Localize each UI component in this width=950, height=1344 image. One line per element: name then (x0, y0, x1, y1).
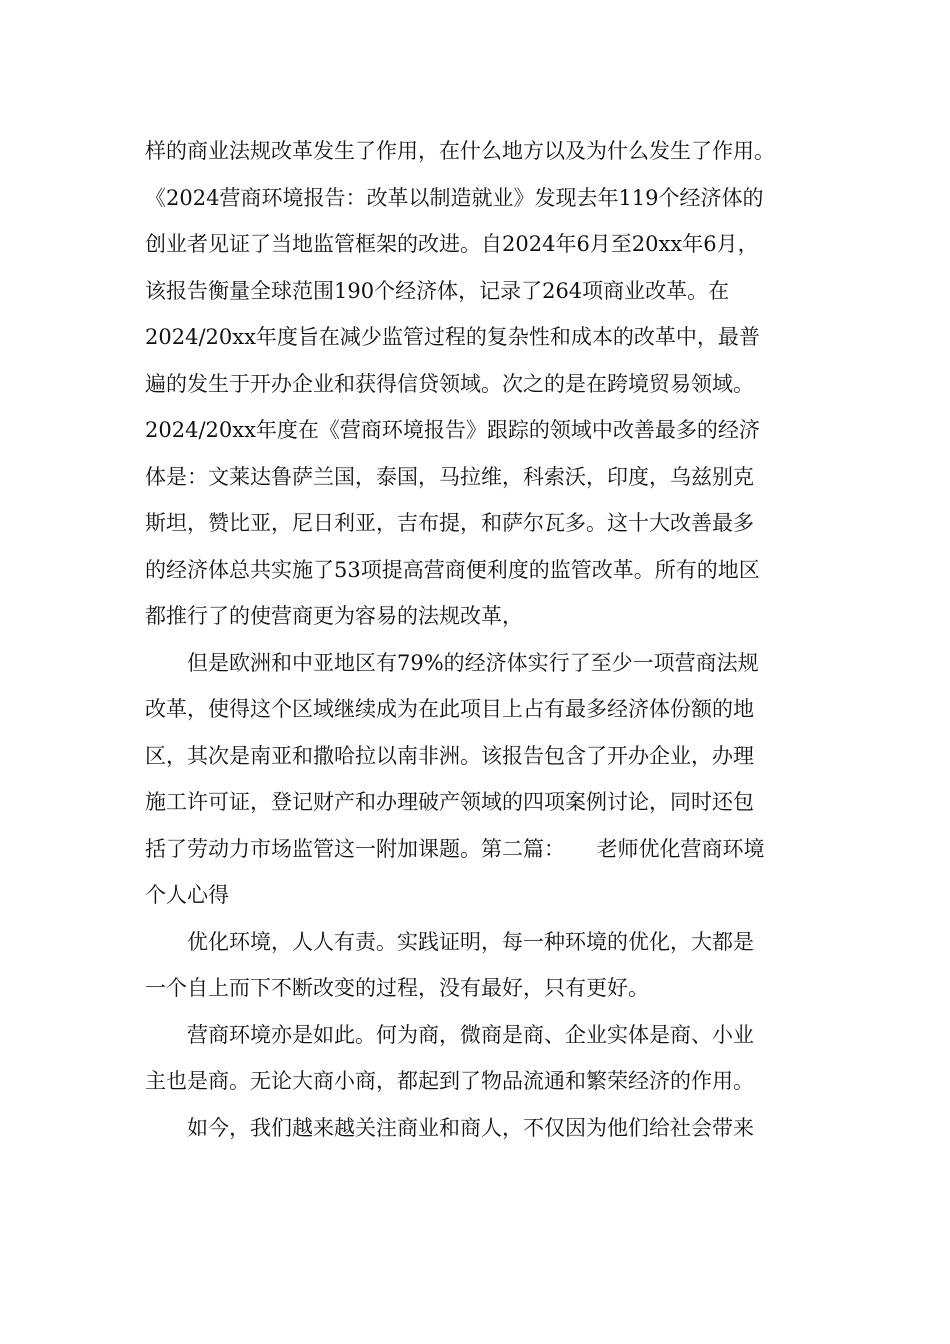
text-line: 《2024营商环境报告：改革以制造就业》发现去年119个经济体的 (145, 185, 764, 210)
text-line: 遍的发生于开办企业和获得信贷领域。次之的是在跨境贸易领域。 (145, 371, 754, 396)
text-line: 但是欧洲和中亚地区有79%的经济体实行了至少一项营商法规 (145, 650, 759, 675)
text-line: 的经济体总共实施了53项提高营商便利度的监管改革。所有的地区 (145, 557, 760, 582)
text-line: 区，其次是南亚和撒哈拉以南非洲。该报告包含了开办企业，办理 (145, 743, 754, 768)
body-text (145, 128, 815, 1151)
text-line: 2024/20xx年度在《营商环境报告》跟踪的领域中改善最多的经济 (145, 418, 760, 442)
text-line: 营商环境亦是如此。何为商，微商是商、企业实体是商、小业 (145, 1022, 754, 1047)
text-line: 优化环境，人人有责。实践证明，每一种环境的优化，大都是 (145, 929, 754, 954)
text-line: 斯坦，赞比亚，尼日利亚，吉布提，和萨尔瓦多。这十大改善最多 (145, 511, 754, 535)
text-line: 括了劳动力市场监管这一附加课题。第二篇： 老师优化营商环境 (145, 836, 765, 861)
text-line: 创业者见证了当地监管框架的改进。自2024年6月至20xx年6月， (145, 232, 759, 256)
text-line: 一个自上而下不断改变的过程，没有最好，只有更好。 (145, 976, 649, 1000)
text-line: 个人心得 (145, 883, 229, 907)
text-line: 样的商业法规改革发生了作用，在什么地方以及为什么发生了作用。 (145, 139, 775, 163)
text-line: 2024/20xx年度旨在减少监管过程的复杂性和成本的改革中，最普 (145, 325, 760, 349)
text-line: 改革，使得这个区域继续成为在此项目上占有最多经济体份额的地 (145, 697, 754, 721)
text-line: 主也是商。无论大商小商，都起到了物品流通和繁荣经济的作用。 (145, 1069, 754, 1093)
text-line: 如今，我们越来越关注商业和商人，不仅因为他们给社会带来 (145, 1115, 754, 1140)
text-line: 该报告衡量全球范围190个经济体，记录了264项商业改革。在 (145, 278, 730, 303)
text-line: 都推行了的使营商更为容易的法规改革， (145, 604, 523, 628)
text-line: 体是：文莱达鲁萨兰国，泰国，马拉维，科索沃，印度，乌兹别克 (145, 464, 754, 489)
text-line: 施工许可证，登记财产和办理破产领域的四项案例讨论，同时还包 (145, 790, 754, 814)
